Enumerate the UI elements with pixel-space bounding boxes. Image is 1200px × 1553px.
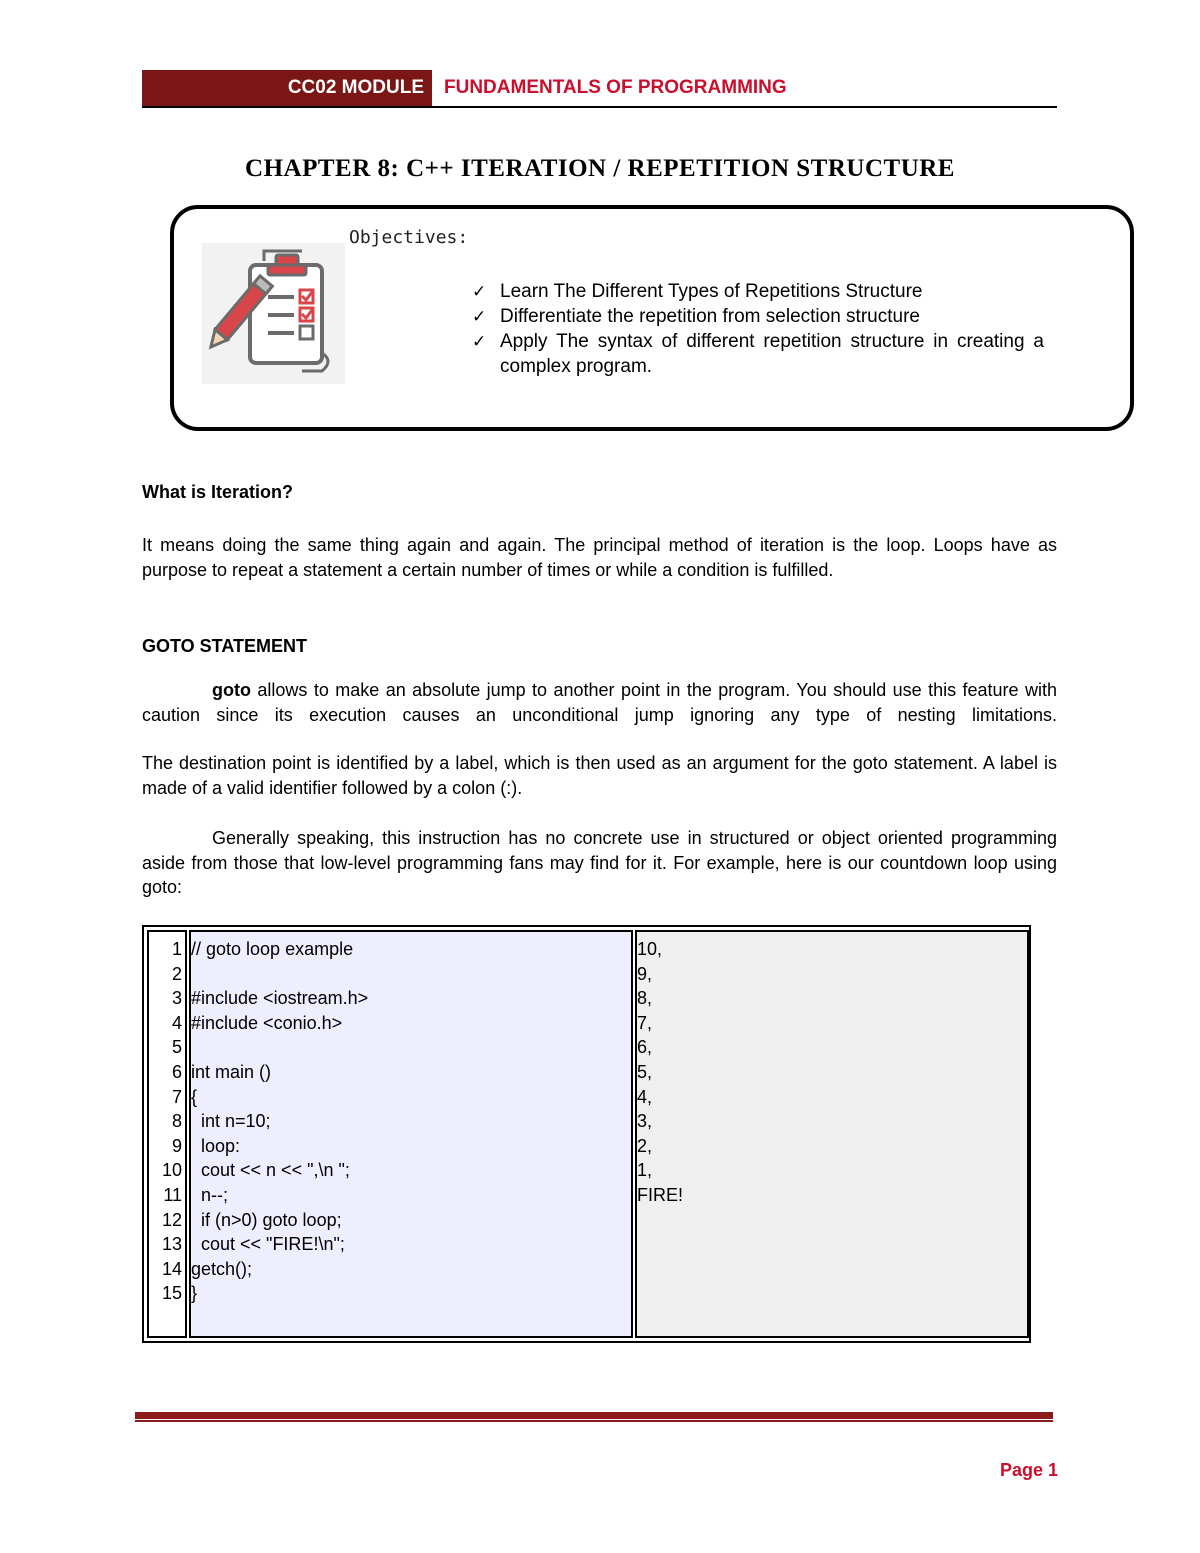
code-line: } xyxy=(191,1283,198,1304)
output-line: 8, xyxy=(637,988,653,1009)
objectives-heading: Objectives: xyxy=(349,227,469,248)
output-line: 5, xyxy=(637,1061,653,1082)
page-number: Page 1 xyxy=(999,1460,1058,1480)
line-number: 2 xyxy=(171,963,182,984)
checkmark-icon: ✓ xyxy=(472,307,487,326)
line-number: 3 xyxy=(171,988,182,1009)
goto-heading: GOTO STATEMENT xyxy=(142,636,307,656)
output-line: 2, xyxy=(637,1135,653,1156)
output-line: 10, xyxy=(637,939,663,959)
line-numbers-column xyxy=(147,930,187,1338)
code-line: cout << "FIRE!\n"; xyxy=(191,1234,345,1255)
code-line: cout << n << ",\n "; xyxy=(191,1160,350,1181)
objectives-list xyxy=(472,279,1044,379)
code-line: #include <iostream.h> xyxy=(191,988,369,1009)
line-number: 11 xyxy=(163,1184,182,1205)
code-example-table xyxy=(142,925,1031,1343)
goto-paragraph-1b: The destination point is identified by a label, which is then used as an argument for the goto statement. A label is made of a valid identifier followed by a colon (:). xyxy=(142,753,1057,798)
code-line xyxy=(191,1035,631,1060)
checkmark-icon: ✓ xyxy=(472,332,487,351)
course-title: FUNDAMENTALS OF PROGRAMMING xyxy=(444,77,787,98)
line-number: 7 xyxy=(171,1086,182,1107)
iteration-heading: What is Iteration? xyxy=(142,482,294,502)
goto-paragraph-2: Generally speaking, this instruction has no concrete use in structured or object oriented programming aside from those that low-level programming fans may find for it. For example, here is our countdown loop using goto: xyxy=(142,828,1057,897)
footer-divider-thin xyxy=(135,1420,1053,1422)
objectives-box xyxy=(170,205,1134,431)
output-line: 7, xyxy=(637,1012,653,1033)
line-number: 6 xyxy=(171,1061,182,1082)
output-line: 9, xyxy=(637,963,653,984)
list-item: ✓ Apply The syntax of different repetition structure in creating a complex program. xyxy=(472,331,1044,377)
chapter-title: CHAPTER 8: C++ ITERATION / REPETITION STRUCTURE xyxy=(245,155,955,182)
checkmark-icon: ✓ xyxy=(472,282,487,301)
goto-paragraph-1: goto allows to make an absolute jump to another point in the program. You should use this feature with caution since its execution causes an unconditional jump ignoring any type of nesting limitations. xyxy=(142,680,1057,725)
code-line: getch(); xyxy=(191,1258,253,1279)
clipboard-checklist-icon xyxy=(202,243,345,384)
line-number: 9 xyxy=(171,1135,182,1156)
goto-keyword: goto xyxy=(212,680,251,700)
footer-divider xyxy=(135,1412,1053,1419)
line-number: 10 xyxy=(161,1160,182,1181)
module-label: CC02 MODULE xyxy=(142,70,432,106)
code-line: // goto loop example xyxy=(191,939,354,959)
line-number: 13 xyxy=(161,1234,182,1255)
output-line: 1, xyxy=(637,1160,653,1181)
code-line xyxy=(191,962,631,987)
line-number: 1 xyxy=(171,939,182,959)
output-line: 3, xyxy=(637,1111,653,1132)
iteration-body: It means doing the same thing again and again. The principal method of iteration is the loop. Loops have as purpose to repeat a statement a certain number of times or while a condition is fulfilled. xyxy=(142,535,1057,580)
code-line: #include <conio.h> xyxy=(191,1012,343,1033)
list-item: ✓ Differentiate the repetition from selection structure xyxy=(472,306,920,327)
code-column xyxy=(189,930,633,1338)
list-item: ✓ Learn The Different Types of Repetitions Structure xyxy=(472,281,923,302)
header-divider xyxy=(142,106,1057,108)
code-line: int n=10; xyxy=(191,1111,271,1132)
output-line: 4, xyxy=(637,1086,653,1107)
line-number: 8 xyxy=(171,1111,182,1132)
line-number: 15 xyxy=(161,1283,182,1304)
code-line: loop: xyxy=(191,1135,241,1156)
output-line: 6, xyxy=(637,1037,653,1058)
code-line: if (n>0) goto loop; xyxy=(191,1209,342,1230)
line-number: 4 xyxy=(171,1012,182,1033)
line-number: 5 xyxy=(171,1037,182,1058)
page-header xyxy=(142,70,1057,110)
code-line: int main () xyxy=(191,1061,272,1082)
code-line: { xyxy=(191,1086,198,1107)
code-line: n--; xyxy=(191,1184,229,1205)
line-number: 14 xyxy=(161,1258,182,1279)
line-number: 12 xyxy=(161,1209,182,1230)
output-column xyxy=(635,930,1029,1338)
output-line: FIRE! xyxy=(637,1184,684,1205)
